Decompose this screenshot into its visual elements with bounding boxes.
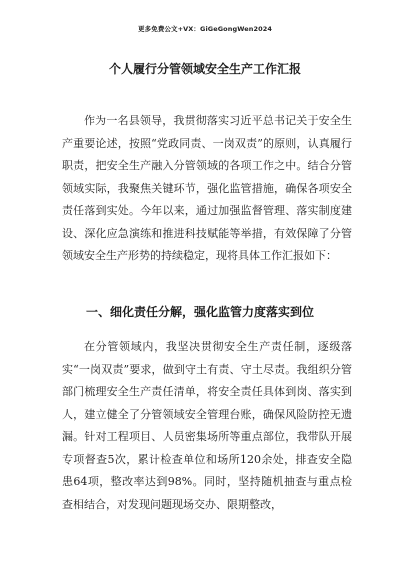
document-title: 个人履行分管领域安全生产工作汇报 (108, 62, 301, 76)
section-paragraph: 在分管领域内，我坚决贯彻安全生产责任制，逐级落实“一岗双责”要求，做到守土有责、守土尽责。我组织分管部门梳理安全生产责任清单，将安全责任具体到岗、落实到人，建立健全了分管领域安全管理台账，确保风险防控无遗漏。针对工程项目、人员密集场所等重点部位，我带队开展专项督查5次，累计检查单位和场所120余处，排查安全隐患64项，整改率达到98%。同时，坚持随机抽查与重点检查相结合，对发现问题现场交办、限期整改， (62, 340, 352, 511)
section-heading: 一、细化责任分解，强化监管力度落实到位 (86, 305, 315, 319)
intro-paragraph: 作为一名县领导，我贯彻落实习近平总书记关于安全生产重要论述，按照“党政同责、一岗双责”的原则，认真履行职责，把安全生产融入分管领域的各项工作之中。结合分管领域实际，我聚焦关键环节，强化监管措施，确保各项安全责任落到实处。今年以来，通过加强监督管理、落实制度建设、深化应急演练和推进科技赋能等举措，有效保障了分管领域安全生产形势的持续稳定，现将具体工作汇报如下： (62, 114, 352, 262)
header-note: 更多免费公文+VX：GiGeGongWen2024 (138, 25, 272, 33)
